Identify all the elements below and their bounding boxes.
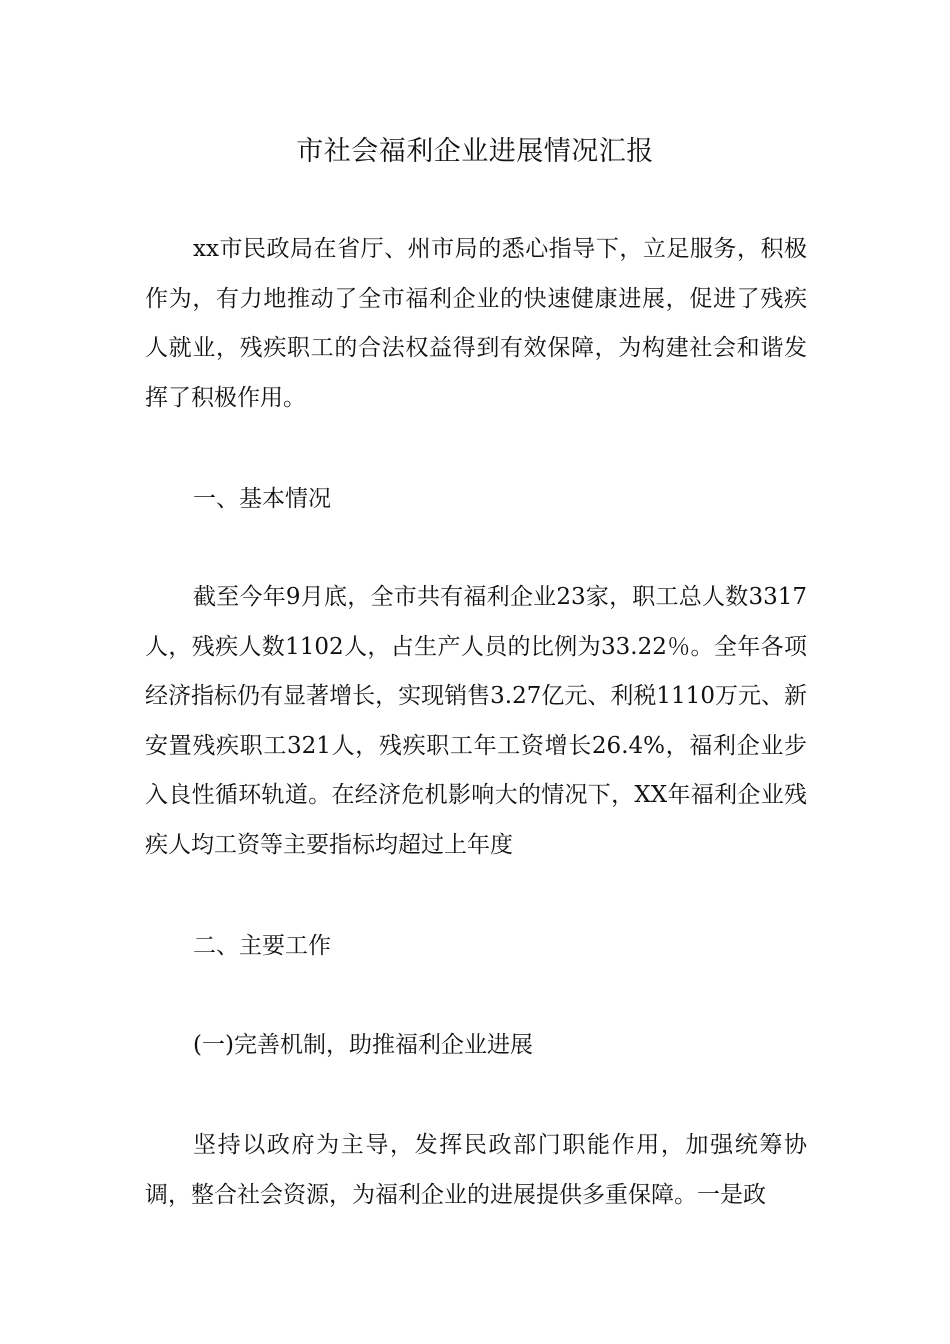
intro-paragraph: xx市民政局在省厅、州市局的悉心指导下，立足服务，积极作为，有力地推动了全市福利企业的快速健康进展，促进了残疾人就业，残疾职工的合法权益得到有效保障，为构建社会和谐发挥了积极作用。 [145,236,807,411]
section-heading-main-work: 二、主要工作 [193,933,331,959]
basic-situation-paragraph: 截至今年9月底，全市共有福利企业23家，职工总人数3317人，残疾人数1102人，占生产人员的比例为33.22％。全年各项经济指标仍有显著增长，实现销售3.27亿元、利税1110万元、新安置残疾职工321人，残疾职工年工资增长26.4%，福利企业步入良性循环轨道。在经济危机影响大的情况下，XX年福利企业残疾人均工资等主要指标均超过上年度 [145,584,807,858]
section-heading-basic-situation: 一、基本情况 [193,486,331,512]
document-title: 市社会福利企业进展情况汇报 [296,136,654,167]
subsection-heading-improve-mechanism: (一)完善机制，助推福利企业进展 [193,1032,533,1058]
improve-mechanism-paragraph: 坚持以政府为主导，发挥民政部门职能作用，加强统筹协调，整合社会资源，为福利企业的进展提供多重保障。一是政 [145,1132,807,1208]
